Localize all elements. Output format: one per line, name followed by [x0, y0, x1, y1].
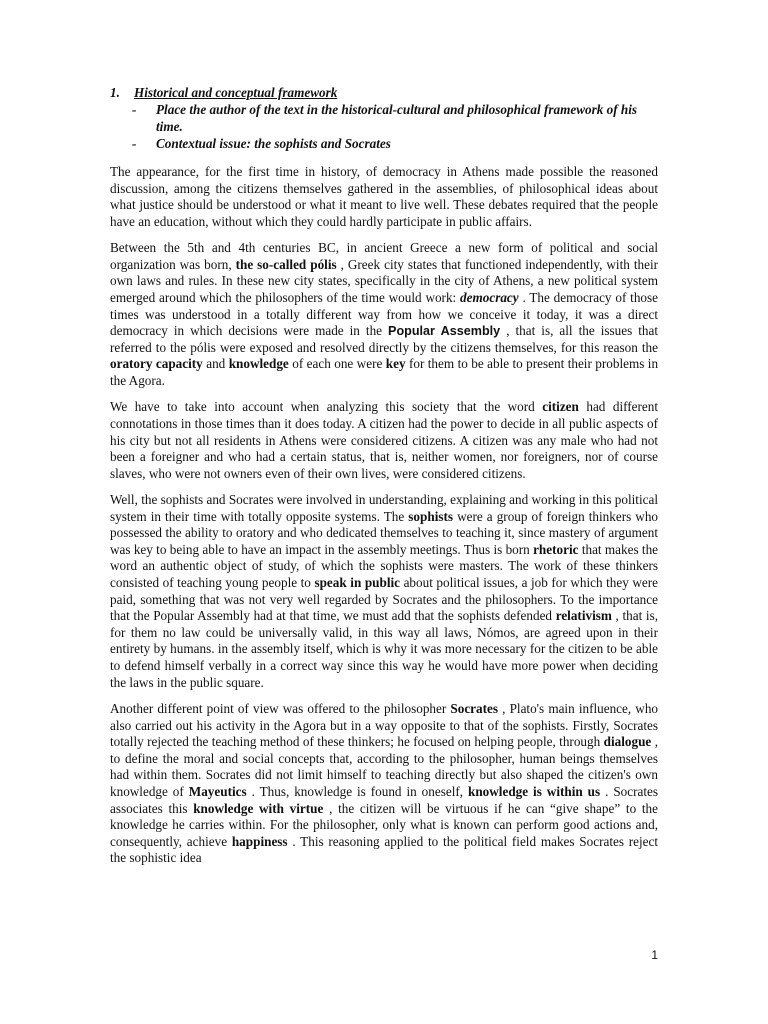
paragraph-5	[110, 701, 658, 867]
text-run: of each one were	[292, 356, 383, 372]
text-run: . The democracy of those times was understood in a totally different way from how we conceive it today, it was a direct democracy in which decisions were made in the	[110, 289, 658, 339]
bold-term: key	[385, 356, 406, 372]
text-run: and	[206, 356, 226, 372]
text-run: , that is, all the issues that referred to the pólis were exposed and resolved directly by the citizens themselves, for this reason the	[110, 323, 659, 355]
text-run: . This reasoning applied to the political field makes Socrates reject the sophistic idea	[110, 833, 659, 866]
text-run: , to define the moral and social concepts that, according to the philosopher, human beings themselves had within them. Socrates did not limit himself to teaching directly but also shaped the citizen's own knowledge of	[110, 734, 659, 799]
bold-term: rhetoric	[533, 541, 579, 557]
bold-term: knowledge with virtue	[193, 800, 324, 816]
text-run: about political issues, a job for which they were paid, something that was not very well regarded by Socrates and the philosophers. To the importance that the Popular Assembly had at that time, we must add that the sophists defended	[110, 575, 658, 624]
page-number: 1	[651, 948, 658, 962]
text-run: Well, the sophists and Socrates were involved in understanding, explaining and working in this political system in their time with totally opposite systems. The	[110, 492, 658, 524]
bold-term: the so-called pólis	[235, 256, 337, 272]
subitem-text: Contextual issue: the sophists and Socrates	[156, 136, 391, 151]
bold-term: Mayeutics	[188, 783, 247, 799]
bold-term: speak in public	[314, 575, 401, 591]
text-run: Between the 5th and 4th centuries BC, in ancient Greece a new form of political and social organization was born,	[110, 240, 658, 272]
italic-term: democracy	[460, 289, 519, 305]
subitem-dash: -	[132, 136, 137, 151]
bold-term: happiness	[231, 833, 288, 849]
text-run: . Socrates associates this	[110, 783, 658, 816]
text-run: that makes the word an authentic object of study, of which the sophists were masters. The work of these thinkers consisted of teaching young people to	[110, 541, 659, 591]
bold-term: oratory capacity	[110, 356, 203, 372]
subitem-text: Place the author of the text in the historical-cultural and philosophical framework of his time.	[156, 102, 638, 134]
text-run: , that is, for them no law could be universally valid, in this way all laws, Nómos, are agreed upon in their entirety by humans. in the assembly itself, which is why it was more necessary for the citizen to be able to defend himself verbally in a correct way since this way he would have more power when deciding the laws in the public square.	[110, 608, 659, 690]
text-run: . Thus, knowledge is found in oneself,	[251, 783, 464, 799]
bold-term: knowledge	[228, 356, 289, 372]
subitem-dash: -	[132, 102, 137, 117]
text-run: for them to be able to present their problems in the Agora.	[110, 356, 659, 388]
heading-number: 1.	[110, 85, 120, 100]
text-run: , Plato's main influence, who also carried out his activity in the Agora but in a way opposite to that of the sophists. Firstly, Socrates totally rejected the teaching method of these thinkers; he focused on helping people, through	[110, 701, 659, 750]
bold-term: knowledge is within us	[468, 783, 601, 799]
text-run: , the citizen will be virtuous if he can “give shape” to the knowledge he carries within. For the philosopher, only what is known can perform good actions and, consequently, achieve	[110, 800, 658, 849]
bold-term: dialogue	[603, 734, 652, 750]
bold-term: sophists	[408, 508, 454, 524]
paragraph-3	[110, 399, 658, 482]
heading-subitem-1	[132, 101, 658, 135]
paragraph-2	[110, 240, 658, 389]
bold-term: relativism	[555, 608, 612, 624]
heading-subitem-2	[132, 135, 658, 152]
heading-main	[110, 84, 658, 101]
bold-term: citizen	[542, 399, 579, 415]
section-heading	[110, 84, 658, 152]
text-run: Another different point of view was offered to the philosopher	[110, 701, 447, 716]
text-run: We have to take into account when analyzing this society that the word	[110, 399, 535, 415]
text-run: , Greek city states that functioned independently, with their own laws and rules. In these new city states, specifically in the city of Athens, a new political system emerged around which the philosophers of the time would work:	[110, 256, 658, 305]
bold-term: Popular Assembly	[388, 324, 501, 339]
heading-title: Historical and conceptual framework	[134, 85, 338, 100]
text-run: had different connotations in those times than it does today. A citizen had the power to decide in all public aspects of his city but not all residents in Athens were considered citizens. A citizen was any male who had not been a foreigner and who had a certain status, that is, neither women, nor foreigners, nor of course slaves, who were not owners even of their own lives, were considered citizens.	[110, 399, 659, 481]
text-run: were a group of foreign thinkers who possessed the ability to oratory and who dedicated themselves to teaching it, since mastery of argument was key to being able to have an impact in the assembly meetings. Thus is born	[110, 508, 659, 557]
text-run: The appearance, for the first time in history, of democracy in Athens made possible the reasoned discussion, among the citizens themselves gathered in the assemblies, of philosophical ideas about what justice should be understood or what it meant to live well. These debates required that the people have an education, without which they could hardly participate in public affairs.	[110, 164, 658, 229]
paragraph-1	[110, 164, 658, 230]
paragraph-4	[110, 492, 658, 691]
bold-term: Socrates	[450, 701, 498, 716]
